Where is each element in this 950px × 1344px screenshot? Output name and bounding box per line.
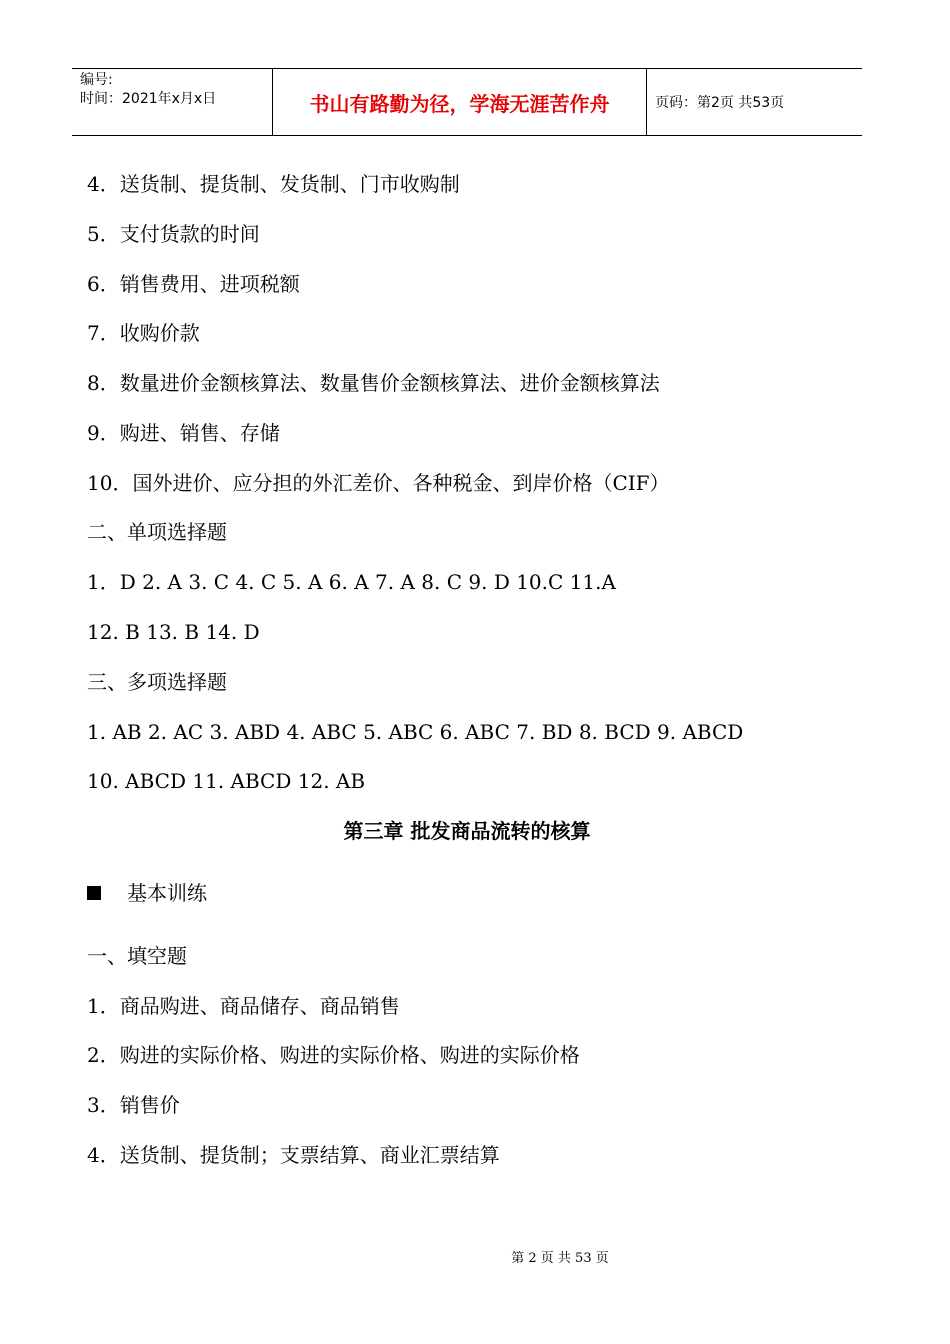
answer-line: 1．D 2. A 3. C 4. C 5. A 6. A 7. A 8. C 9. D 10.C 11.A [87, 570, 616, 594]
answer-line: 3．销售价 [87, 1093, 180, 1117]
chapter-title: 第三章 批发商品流转的核算 [343, 819, 591, 843]
header-motto: 书山有路勤为径，学海无涯苦作舟 [273, 69, 647, 135]
answer-line: 10. ABCD 11. ABCD 12. AB [87, 769, 366, 793]
answer-line: 2．购进的实际价格、购进的实际价格、购进的实际价格 [87, 1043, 580, 1067]
answer-line: 8．数量进价金额核算法、数量售价金额核算法、进价金额核算法 [87, 371, 660, 395]
training-heading [87, 880, 207, 906]
section-heading: 三、多项选择题 [87, 670, 227, 694]
square-bullet-icon [87, 886, 101, 900]
answer-line: 4．送货制、提货制；支票结算、商业汇票结算 [87, 1143, 500, 1167]
serial-label: 编号: [80, 72, 113, 88]
training-heading-label: 基本训练 [127, 881, 207, 905]
answer-line: 1. AB 2. AC 3. ABD 4. ABC 5. ABC 6. ABC 7. BD 8. BCD 9. ABCD [87, 720, 744, 744]
page-footer: 第 2 页 共 53 页 [511, 1251, 609, 1266]
page-header [72, 68, 862, 136]
answer-line: 7．收购价款 [87, 321, 200, 345]
header-meta [72, 69, 273, 135]
section-heading: 二、单项选择题 [87, 520, 227, 544]
answer-line: 6．销售费用、进项税额 [87, 272, 300, 296]
header-page-info: 页码：第2页 共53页 [655, 95, 785, 111]
answer-line: 5．支付货款的时间 [87, 222, 260, 246]
answer-line: 12. B 13. B 14. D [87, 620, 260, 644]
time-label: 时间：2021年x月x日 [80, 91, 217, 107]
section-heading: 一、填空题 [87, 944, 187, 968]
answer-line: 9．购进、销售、存储 [87, 421, 280, 445]
answer-line: 4．送货制、提货制、发货制、门市收购制 [87, 172, 460, 196]
answer-line: 10．国外进价、应分担的外汇差价、各种税金、到岸价格（CIF） [87, 471, 670, 495]
answer-line: 1．商品购进、商品储存、商品销售 [87, 994, 400, 1018]
